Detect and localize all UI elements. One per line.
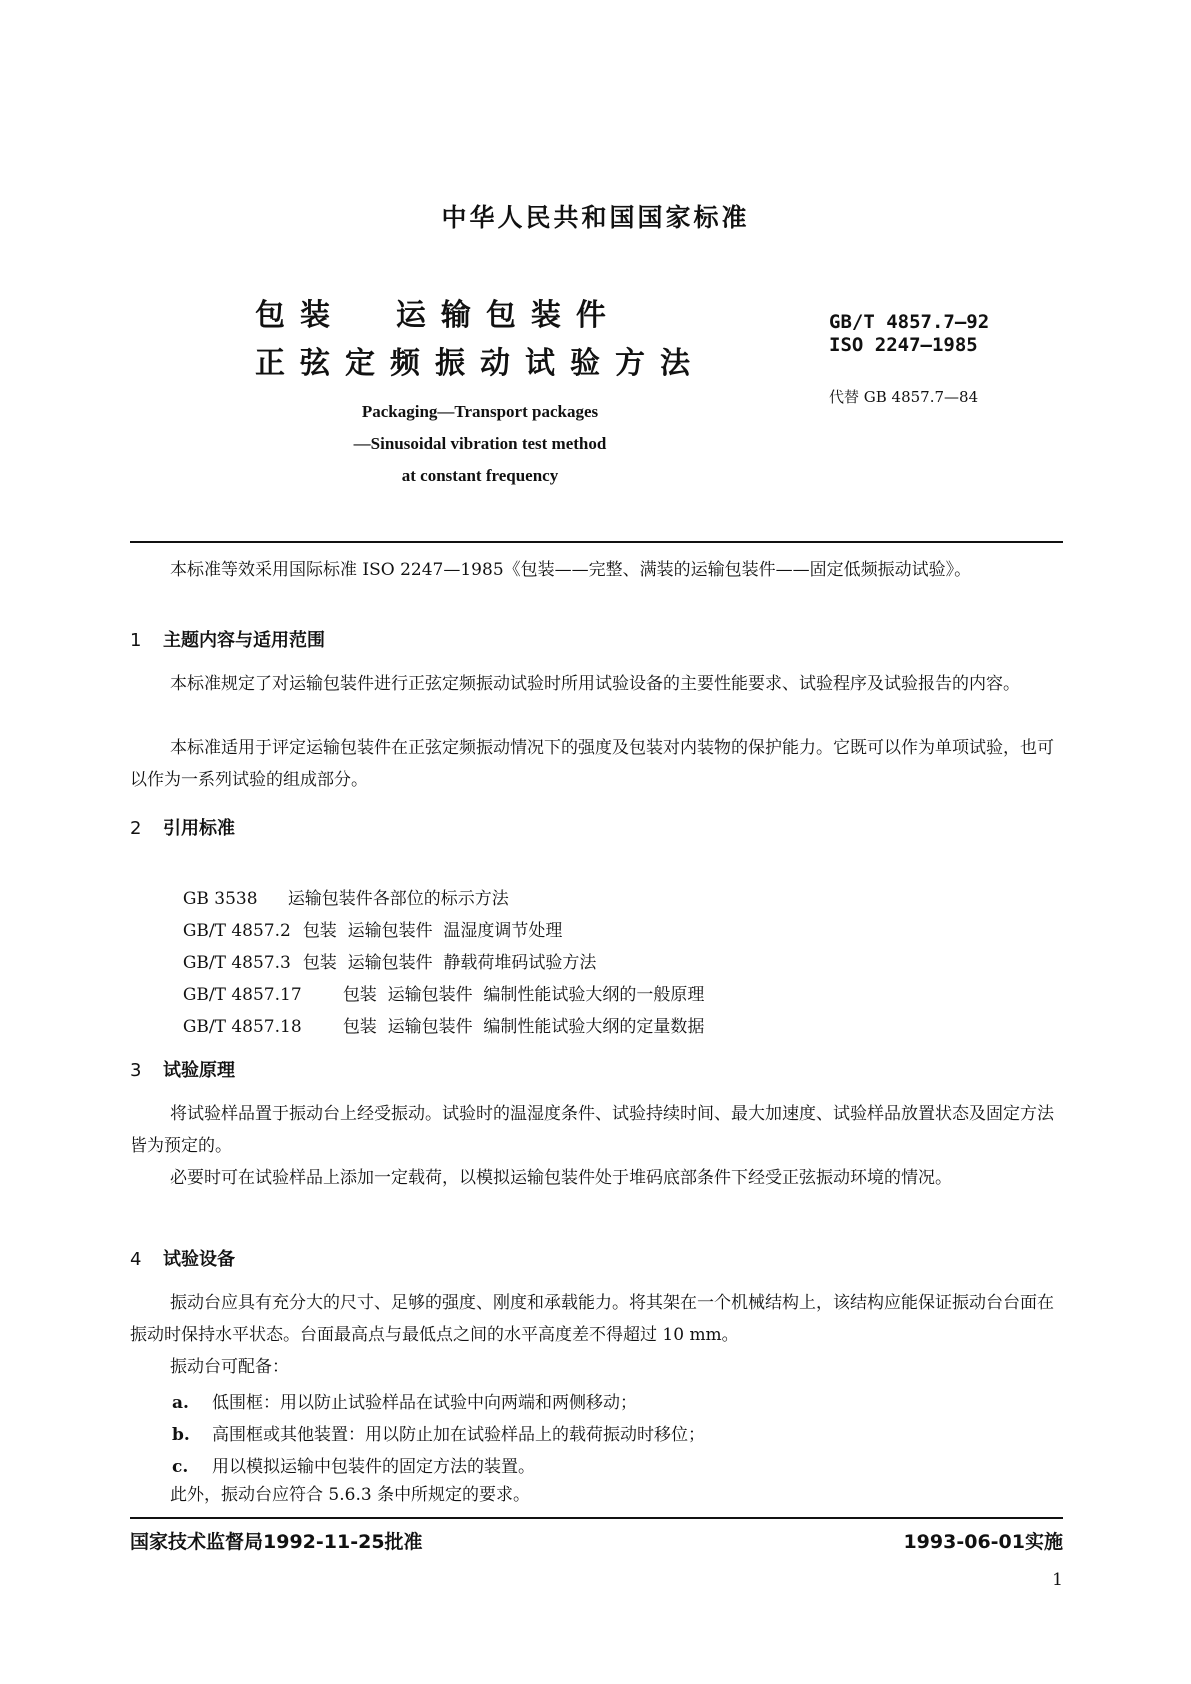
- section-heading-2: [130, 814, 235, 840]
- section-title: 试验原理: [163, 1060, 235, 1081]
- section-4-closing: 此外，振动台应符合 5.6.3 条中所规定的要求。: [170, 1485, 531, 1505]
- reference-title: 包装 运输包装件 静载荷堆码试验方法: [302, 953, 597, 973]
- section-heading-4: [130, 1245, 235, 1271]
- list-marker: a.: [172, 1393, 189, 1413]
- title-en-line-3: at constant frequency: [401, 466, 559, 485]
- section-number: 1: [130, 630, 142, 651]
- section-title: 引用标准: [163, 818, 235, 839]
- section-3-paragraph-1: 将试验样品置于振动台上经受振动。试验时的温湿度条件、试验持续时间、最大加速度、试验样品放置状态及固定方法皆为预定的。: [130, 1104, 1054, 1156]
- list-marker: b.: [172, 1425, 190, 1445]
- section-4-paragraph-1: 振动台应具有充分大的尺寸、足够的强度、刚度和承载能力。将其架在一个机械结构上，该结构应能保证振动台台面在振动时保持水平状态。台面最高点与最低点之间的水平高度差不得超过 10 mm。: [130, 1293, 1054, 1345]
- list-item: [172, 1388, 637, 1413]
- title-cn-line-2: 正弦定频振动试验方法: [255, 346, 705, 381]
- section-1-paragraph-1: 本标准规定了对运输包装件进行正弦定频振动试验时所用试验设备的主要性能要求、试验程序及试验报告的内容。: [170, 674, 1020, 694]
- reference-code: GB/T 4857.18: [182, 1017, 302, 1037]
- section-title: 试验设备: [163, 1249, 235, 1270]
- reference-title: 运输包装件各部位的标示方法: [287, 889, 509, 909]
- list-text: 用以模拟运输中包装件的固定方法的装置。: [212, 1457, 535, 1477]
- standard-code-iso: ISO 2247—1985: [829, 334, 978, 356]
- page-number: 1: [1052, 1570, 1063, 1590]
- footer-divider: [130, 1517, 1063, 1519]
- reference-title: 包装 运输包装件 编制性能试验大纲的定量数据: [342, 1017, 705, 1037]
- title-en-line-1: Packaging—Transport packages: [361, 402, 599, 421]
- reference-code: GB/T 4857.3: [182, 953, 291, 973]
- reference-row: [172, 992, 704, 1037]
- standard-code-gbt: GB/T 4857.7—92: [829, 311, 990, 333]
- section-1-paragraph-2: 本标准适用于评定运输包装件在正弦定频振动情况下的强度及包装对内装物的保护能力。它既可以作为单项试验，也可以作为一系列试验的组成部分。: [130, 738, 1054, 790]
- title-en-line-2: —Sinusoidal vibration test method: [353, 434, 607, 453]
- section-4-paragraph-2: 振动台可配备：: [170, 1357, 289, 1377]
- intro-paragraph: 本标准等效采用国际标准 ISO 2247—1985《包装——完整、满装的运输包装件——固定低频振动试验》。: [170, 560, 972, 580]
- list-item: [172, 1452, 535, 1477]
- supersedes-note: 代替 GB 4857.7—84: [829, 388, 979, 406]
- list-text: 高围框或其他装置：用以防止加在试验样品上的载荷振动时移位；: [212, 1425, 705, 1445]
- section-number: 4: [130, 1249, 142, 1270]
- reference-code: GB/T 4857.17: [182, 985, 302, 1005]
- reference-code: GB 3538: [182, 889, 258, 909]
- list-item: [172, 1420, 705, 1445]
- header-divider: [130, 541, 1063, 543]
- section-number: 3: [130, 1060, 142, 1081]
- list-marker: c.: [172, 1457, 189, 1477]
- approval-line: 国家技术监督局1992-11-25批准: [130, 1531, 423, 1553]
- reference-code: GB/T 4857.2: [182, 921, 291, 941]
- national-standard-header: 中华人民共和国国家标准: [441, 203, 750, 232]
- reference-title: 包装 运输包装件 温湿度调节处理: [302, 921, 563, 941]
- section-heading-3: [130, 1056, 235, 1082]
- section-heading-1: [130, 626, 325, 652]
- section-title: 主题内容与适用范围: [163, 630, 325, 651]
- title-cn-line-1: 包装 运输包装件: [255, 298, 621, 333]
- effective-date: 1993-06-01实施: [903, 1531, 1063, 1553]
- reference-title: 包装 运输包装件 编制性能试验大纲的一般原理: [342, 985, 705, 1005]
- section-number: 2: [130, 818, 142, 839]
- list-text: 低围框：用以防止试验样品在试验中向两端和两侧移动；: [212, 1393, 637, 1413]
- section-3-paragraph-2: 必要时可在试验样品上添加一定载荷，以模拟运输包装件处于堆码底部条件下经受正弦振动环境的情况。: [170, 1168, 952, 1188]
